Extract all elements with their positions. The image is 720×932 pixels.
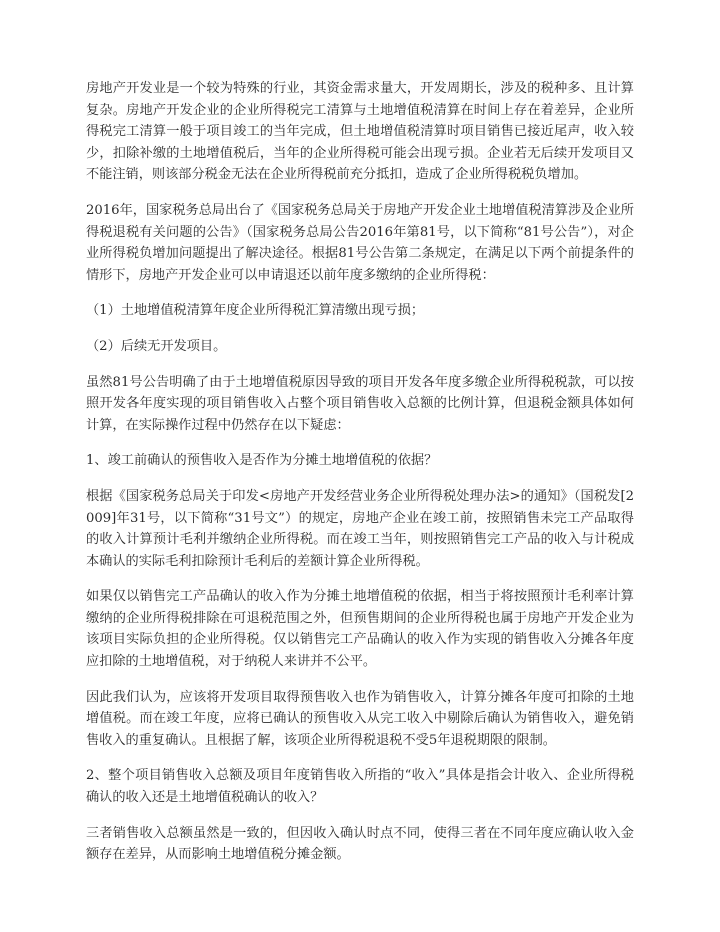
- doubts-paragraph: 虽然81号公告明确了由于土地增值税原因导致的项目开发各年度多缴企业所得税税款，可以按照开发各年度实现的项目销售收入占整个项目销售收入总额的比例计算，但退税金额具体如何计算，在实际操作过程中仍然存在以下疑虑：: [86, 374, 634, 433]
- question-2-heading: 2、整个项目销售收入总额及项目年度销售收入所指的“收入”具体是指会计收入、企业所得税确认的收入还是土地增值税确认的收入？: [86, 768, 634, 806]
- question-1-paragraph-1: 根据《国家税务总局关于印发<房地产开发经营业务企业所得税处理办法>的通知》（国税发[2009]年31号，以下简称“31号文”）的规定，房地产企业在竣工前，按照销售未完工产品取得的收入计算预计毛利并缴纳企业所得税。而在竣工当年，则按照销售完工产品的收入与计税成本确认的实际毛利扣除预计毛利后的差额计算企业所得税。: [86, 488, 634, 569]
- condition-item-1: （1）土地增值税清算年度企业所得税汇算清缴出现亏损；: [86, 303, 425, 319]
- condition-item-2: （2）后续无开发项目。: [86, 338, 227, 354]
- question-1-paragraph-2: 如果仅以销售完工产品确认的收入作为分摊土地增值税的依据，相当于将按照预计毛利率计算缴纳的企业所得税排除在可退税范围之外，但预售期间的企业所得税也属于房地产开发企业为该项目实际负担的企业所得税。仅以销售完工产品确认的收入作为实现的销售收入分摊各年度应扣除的土地增值税，对于纳税人来讲并不公平。: [86, 589, 634, 670]
- document-body: [86, 78, 634, 880]
- question-1-heading: 1、竣工前确认的预售收入是否作为分摊土地增值税的依据？: [86, 453, 438, 469]
- announcement-paragraph: 2016年，国家税务总局出台了《国家税务总局关于房地产开发企业土地增值税清算涉及企业所得税退税有关问题的公告》（国家税务总局公告2016年第81号，以下简称“81号公告”），对企业所得税负增加问题提出了解决途径。根据81号公告第二条规定，在满足以下两个前提条件的情形下，房地产开发企业可以申请退还以前年度多缴纳的企业所得税：: [86, 202, 634, 283]
- intro-paragraph: 房地产开发业是一个较为特殊的行业，其资金需求量大，开发周期长，涉及的税种多、且计算复杂。房地产开发企业的企业所得税完工清算与土地增值税清算在时间上存在着差异，企业所得税完工清算一般于项目竣工的当年完成，但土地增值税清算时项目销售已接近尾声，收入较少，扣除补缴的土地增值税后，当年的企业所得税可能会出现亏损。企业若无后续开发项目又不能注销，则该部分税金无法在企业所得税前充分抵扣，造成了企业所得税税负增加。: [86, 81, 634, 183]
- question-2-paragraph: 三者销售收入总额虽然是一致的，但因收入确认时点不同，使得三者在不同年度应确认收入金额存在差异，从而影响土地增值税分摊金额。: [86, 825, 634, 863]
- question-1-conclusion: 因此我们认为，应该将开发项目取得预售收入也作为销售收入，计算分摊各年度可扣除的土地增值税。而在竣工年度，应将已确认的预售收入从完工收入中剔除后确认为销售收入，避免销售收入的重复确认。且根据了解，该项企业所得税退税不受5年退税期限的限制。: [86, 689, 634, 748]
